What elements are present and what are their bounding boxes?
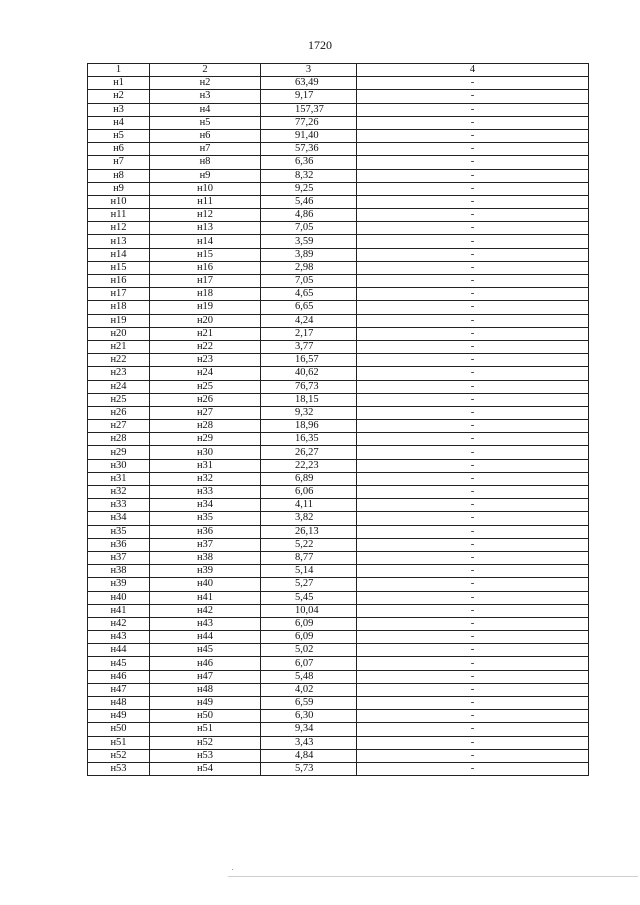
length-cell: 5,27 <box>261 578 357 591</box>
start-point-cell: н6 <box>88 143 150 156</box>
length-cell: 16,57 <box>261 354 357 367</box>
length-cell: 6,65 <box>261 301 357 314</box>
table-row <box>88 604 589 617</box>
note-cell: - <box>357 143 589 156</box>
end-point-cell: н38 <box>150 551 261 564</box>
note-cell: - <box>357 723 589 736</box>
table-row <box>88 631 589 644</box>
table-row <box>88 182 589 195</box>
start-point-cell: н48 <box>88 697 150 710</box>
start-point-cell: н37 <box>88 551 150 564</box>
length-cell: 5,46 <box>261 195 357 208</box>
start-point-cell: н19 <box>88 314 150 327</box>
length-cell: 9,25 <box>261 182 357 195</box>
note-cell: - <box>357 248 589 261</box>
length-cell: 4,11 <box>261 499 357 512</box>
start-point-cell: н52 <box>88 749 150 762</box>
end-point-cell: н31 <box>150 459 261 472</box>
table-row <box>88 565 589 578</box>
length-cell: 7,05 <box>261 275 357 288</box>
end-point-cell: н9 <box>150 169 261 182</box>
table-row <box>88 670 589 683</box>
start-point-cell: н49 <box>88 710 150 723</box>
end-point-cell: н39 <box>150 565 261 578</box>
end-point-cell: н5 <box>150 116 261 129</box>
end-point-cell: н25 <box>150 380 261 393</box>
table-row <box>88 736 589 749</box>
start-point-cell: н5 <box>88 129 150 142</box>
length-cell: 6,07 <box>261 657 357 670</box>
end-point-cell: н42 <box>150 604 261 617</box>
length-cell: 3,43 <box>261 736 357 749</box>
length-cell: 6,09 <box>261 617 357 630</box>
note-cell: - <box>357 301 589 314</box>
start-point-cell: н26 <box>88 406 150 419</box>
note-cell: - <box>357 644 589 657</box>
note-cell: - <box>357 525 589 538</box>
table-row <box>88 525 589 538</box>
note-cell: - <box>357 393 589 406</box>
table-row <box>88 472 589 485</box>
table-row <box>88 248 589 261</box>
length-cell: 4,02 <box>261 683 357 696</box>
note-cell: - <box>357 512 589 525</box>
length-cell: 77,26 <box>261 116 357 129</box>
length-cell: 3,89 <box>261 248 357 261</box>
start-point-cell: н41 <box>88 604 150 617</box>
start-point-cell: н28 <box>88 433 150 446</box>
length-cell: 157,37 <box>261 103 357 116</box>
end-point-cell: н12 <box>150 209 261 222</box>
length-cell: 9,17 <box>261 90 357 103</box>
end-point-cell: н40 <box>150 578 261 591</box>
start-point-cell: н53 <box>88 762 150 775</box>
end-point-cell: н17 <box>150 275 261 288</box>
length-cell: 4,84 <box>261 749 357 762</box>
length-cell: 26,27 <box>261 446 357 459</box>
end-point-cell: н15 <box>150 248 261 261</box>
start-point-cell: н12 <box>88 222 150 235</box>
note-cell: - <box>357 182 589 195</box>
note-cell: - <box>357 77 589 90</box>
end-point-cell: н52 <box>150 736 261 749</box>
note-cell: - <box>357 327 589 340</box>
end-point-cell: н11 <box>150 195 261 208</box>
table-row <box>88 406 589 419</box>
table-row <box>88 340 589 353</box>
length-cell: 22,23 <box>261 459 357 472</box>
end-point-cell: н41 <box>150 591 261 604</box>
length-cell: 5,14 <box>261 565 357 578</box>
length-cell: 8,32 <box>261 169 357 182</box>
note-cell: - <box>357 762 589 775</box>
note-cell: - <box>357 617 589 630</box>
end-point-cell: н2 <box>150 77 261 90</box>
table-row <box>88 446 589 459</box>
end-point-cell: н10 <box>150 182 261 195</box>
start-point-cell: н43 <box>88 631 150 644</box>
end-point-cell: н7 <box>150 143 261 156</box>
length-cell: 3,82 <box>261 512 357 525</box>
length-cell: 5,02 <box>261 644 357 657</box>
note-cell: - <box>357 657 589 670</box>
end-point-cell: н30 <box>150 446 261 459</box>
start-point-cell: н30 <box>88 459 150 472</box>
length-cell: 3,59 <box>261 235 357 248</box>
table-row <box>88 367 589 380</box>
note-cell: - <box>357 367 589 380</box>
table-row <box>88 129 589 142</box>
end-point-cell: н24 <box>150 367 261 380</box>
table-row <box>88 512 589 525</box>
end-point-cell: н43 <box>150 617 261 630</box>
column-header-4: 4 <box>357 64 589 77</box>
start-point-cell: н42 <box>88 617 150 630</box>
end-point-cell: н26 <box>150 393 261 406</box>
table-row <box>88 143 589 156</box>
table-row <box>88 578 589 591</box>
page-number: 1720 <box>308 38 332 52</box>
table-row <box>88 617 589 630</box>
note-cell: - <box>357 169 589 182</box>
length-cell: 6,36 <box>261 156 357 169</box>
note-cell: - <box>357 736 589 749</box>
end-point-cell: н35 <box>150 512 261 525</box>
start-point-cell: н3 <box>88 103 150 116</box>
end-point-cell: н19 <box>150 301 261 314</box>
start-point-cell: н4 <box>88 116 150 129</box>
column-header-2: 2 <box>150 64 261 77</box>
note-cell: - <box>357 551 589 564</box>
note-cell: - <box>357 420 589 433</box>
table-row <box>88 354 589 367</box>
end-point-cell: н13 <box>150 222 261 235</box>
end-point-cell: н32 <box>150 472 261 485</box>
end-point-cell: н51 <box>150 723 261 736</box>
length-cell: 4,86 <box>261 209 357 222</box>
start-point-cell: н25 <box>88 393 150 406</box>
note-cell: - <box>357 670 589 683</box>
start-point-cell: н31 <box>88 472 150 485</box>
table-row <box>88 90 589 103</box>
table-row <box>88 657 589 670</box>
table-row <box>88 499 589 512</box>
length-cell: 40,62 <box>261 367 357 380</box>
start-point-cell: н36 <box>88 538 150 551</box>
note-cell: - <box>357 604 589 617</box>
note-cell: - <box>357 499 589 512</box>
start-point-cell: н17 <box>88 288 150 301</box>
note-cell: - <box>357 116 589 129</box>
end-point-cell: н37 <box>150 538 261 551</box>
start-point-cell: н18 <box>88 301 150 314</box>
end-point-cell: н49 <box>150 697 261 710</box>
points-table <box>87 63 589 776</box>
table-row <box>88 644 589 657</box>
note-cell: - <box>357 354 589 367</box>
table-row <box>88 551 589 564</box>
table-row <box>88 683 589 696</box>
table-row <box>88 222 589 235</box>
start-point-cell: н20 <box>88 327 150 340</box>
table-row <box>88 749 589 762</box>
start-point-cell: н14 <box>88 248 150 261</box>
end-point-cell: н16 <box>150 261 261 274</box>
length-cell: 6,59 <box>261 697 357 710</box>
start-point-cell: н24 <box>88 380 150 393</box>
note-cell: - <box>357 222 589 235</box>
length-cell: 8,77 <box>261 551 357 564</box>
note-cell: - <box>357 156 589 169</box>
end-point-cell: н28 <box>150 420 261 433</box>
start-point-cell: н50 <box>88 723 150 736</box>
column-header-1: 1 <box>88 64 150 77</box>
length-cell: 7,05 <box>261 222 357 235</box>
table-row <box>88 116 589 129</box>
table-row <box>88 762 589 775</box>
note-cell: - <box>357 486 589 499</box>
table-row <box>88 314 589 327</box>
end-point-cell: н27 <box>150 406 261 419</box>
note-cell: - <box>357 683 589 696</box>
table-row <box>88 710 589 723</box>
start-point-cell: н22 <box>88 354 150 367</box>
start-point-cell: н23 <box>88 367 150 380</box>
length-cell: 6,09 <box>261 631 357 644</box>
start-point-cell: н16 <box>88 275 150 288</box>
length-cell: 2,98 <box>261 261 357 274</box>
note-cell: - <box>357 340 589 353</box>
table-row <box>88 420 589 433</box>
start-point-cell: н2 <box>88 90 150 103</box>
start-point-cell: н1 <box>88 77 150 90</box>
note-cell: - <box>357 459 589 472</box>
table-row <box>88 591 589 604</box>
start-point-cell: н27 <box>88 420 150 433</box>
table-row <box>88 393 589 406</box>
note-cell: - <box>357 129 589 142</box>
note-cell: - <box>357 631 589 644</box>
scan-line <box>228 876 638 877</box>
table-body <box>88 77 589 776</box>
table-row <box>88 327 589 340</box>
end-point-cell: н22 <box>150 340 261 353</box>
end-point-cell: н20 <box>150 314 261 327</box>
length-cell: 76,73 <box>261 380 357 393</box>
start-point-cell: н34 <box>88 512 150 525</box>
start-point-cell: н33 <box>88 499 150 512</box>
length-cell: 9,34 <box>261 723 357 736</box>
length-cell: 2,17 <box>261 327 357 340</box>
end-point-cell: н21 <box>150 327 261 340</box>
note-cell: - <box>357 90 589 103</box>
end-point-cell: н14 <box>150 235 261 248</box>
start-point-cell: н40 <box>88 591 150 604</box>
note-cell: - <box>357 195 589 208</box>
note-cell: - <box>357 749 589 762</box>
length-cell: 18,15 <box>261 393 357 406</box>
start-point-cell: н11 <box>88 209 150 222</box>
length-cell: 16,35 <box>261 433 357 446</box>
note-cell: - <box>357 288 589 301</box>
start-point-cell: н7 <box>88 156 150 169</box>
start-point-cell: н45 <box>88 657 150 670</box>
end-point-cell: н33 <box>150 486 261 499</box>
note-cell: - <box>357 538 589 551</box>
length-cell: 9,32 <box>261 406 357 419</box>
start-point-cell: н46 <box>88 670 150 683</box>
end-point-cell: н47 <box>150 670 261 683</box>
length-cell: 26,13 <box>261 525 357 538</box>
note-cell: - <box>357 433 589 446</box>
table-row <box>88 169 589 182</box>
length-cell: 5,48 <box>261 670 357 683</box>
start-point-cell: н8 <box>88 169 150 182</box>
scan-dot <box>232 869 233 870</box>
end-point-cell: н34 <box>150 499 261 512</box>
start-point-cell: н35 <box>88 525 150 538</box>
length-cell: 57,36 <box>261 143 357 156</box>
note-cell: - <box>357 406 589 419</box>
note-cell: - <box>357 209 589 222</box>
table-row <box>88 103 589 116</box>
note-cell: - <box>357 565 589 578</box>
table-row <box>88 486 589 499</box>
start-point-cell: н29 <box>88 446 150 459</box>
start-point-cell: н9 <box>88 182 150 195</box>
table-row <box>88 459 589 472</box>
table-row <box>88 288 589 301</box>
table-row <box>88 723 589 736</box>
note-cell: - <box>357 103 589 116</box>
length-cell: 6,89 <box>261 472 357 485</box>
end-point-cell: н3 <box>150 90 261 103</box>
length-cell: 91,40 <box>261 129 357 142</box>
length-cell: 18,96 <box>261 420 357 433</box>
length-cell: 4,65 <box>261 288 357 301</box>
note-cell: - <box>357 710 589 723</box>
note-cell: - <box>357 578 589 591</box>
table-row <box>88 77 589 90</box>
end-point-cell: н29 <box>150 433 261 446</box>
note-cell: - <box>357 275 589 288</box>
start-point-cell: н44 <box>88 644 150 657</box>
start-point-cell: н13 <box>88 235 150 248</box>
length-cell: 6,30 <box>261 710 357 723</box>
length-cell: 5,22 <box>261 538 357 551</box>
table-header-row <box>88 64 589 77</box>
end-point-cell: н18 <box>150 288 261 301</box>
length-cell: 5,73 <box>261 762 357 775</box>
table-row <box>88 275 589 288</box>
length-cell: 63,49 <box>261 77 357 90</box>
table-row <box>88 697 589 710</box>
start-point-cell: н32 <box>88 486 150 499</box>
length-cell: 3,77 <box>261 340 357 353</box>
end-point-cell: н23 <box>150 354 261 367</box>
end-point-cell: н8 <box>150 156 261 169</box>
length-cell: 6,06 <box>261 486 357 499</box>
start-point-cell: н39 <box>88 578 150 591</box>
table-row <box>88 380 589 393</box>
note-cell: - <box>357 472 589 485</box>
note-cell: - <box>357 261 589 274</box>
end-point-cell: н45 <box>150 644 261 657</box>
end-point-cell: н44 <box>150 631 261 644</box>
note-cell: - <box>357 314 589 327</box>
table-row <box>88 195 589 208</box>
length-cell: 4,24 <box>261 314 357 327</box>
end-point-cell: н6 <box>150 129 261 142</box>
table-row <box>88 538 589 551</box>
end-point-cell: н36 <box>150 525 261 538</box>
end-point-cell: н54 <box>150 762 261 775</box>
note-cell: - <box>357 697 589 710</box>
table-row <box>88 209 589 222</box>
start-point-cell: н38 <box>88 565 150 578</box>
table-row <box>88 235 589 248</box>
table-row <box>88 301 589 314</box>
length-cell: 10,04 <box>261 604 357 617</box>
note-cell: - <box>357 235 589 248</box>
table-row <box>88 156 589 169</box>
start-point-cell: н10 <box>88 195 150 208</box>
start-point-cell: н15 <box>88 261 150 274</box>
end-point-cell: н53 <box>150 749 261 762</box>
end-point-cell: н46 <box>150 657 261 670</box>
end-point-cell: н50 <box>150 710 261 723</box>
note-cell: - <box>357 380 589 393</box>
end-point-cell: н48 <box>150 683 261 696</box>
table-row <box>88 261 589 274</box>
note-cell: - <box>357 446 589 459</box>
start-point-cell: н21 <box>88 340 150 353</box>
start-point-cell: н47 <box>88 683 150 696</box>
column-header-3: 3 <box>261 64 357 77</box>
length-cell: 5,45 <box>261 591 357 604</box>
start-point-cell: н51 <box>88 736 150 749</box>
note-cell: - <box>357 591 589 604</box>
end-point-cell: н4 <box>150 103 261 116</box>
table-row <box>88 433 589 446</box>
